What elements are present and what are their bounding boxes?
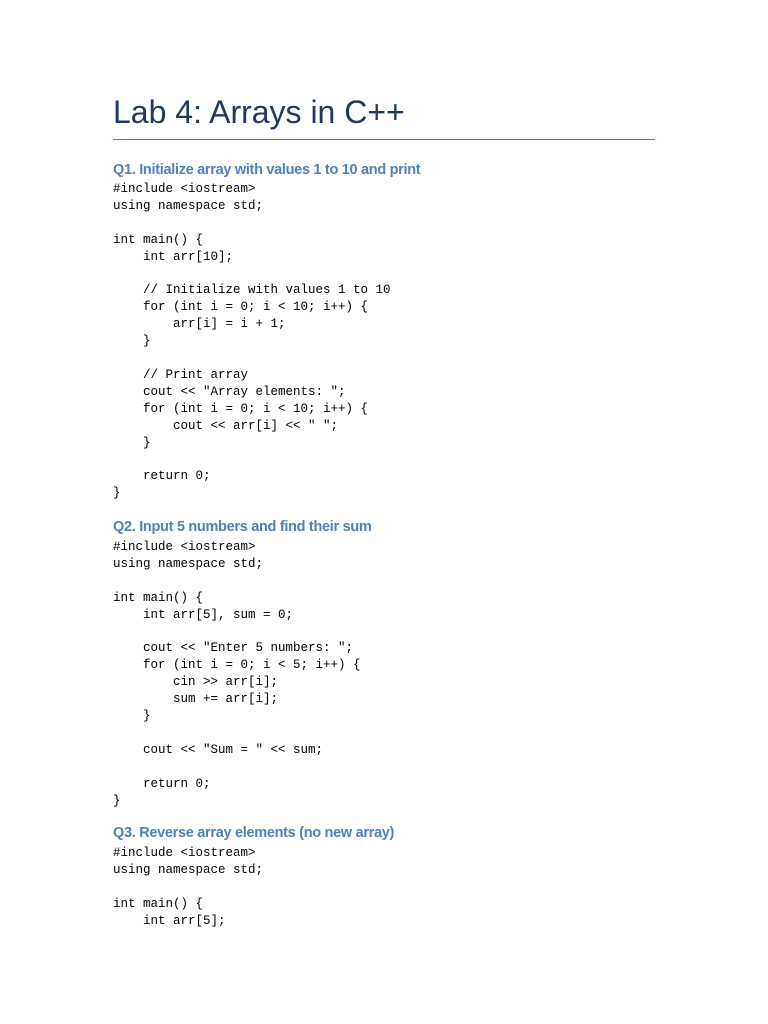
question-1-code-block: #include <iostream> using namespace std; int main() { int arr[10]; // Initialize with values 1 to 10 for (int i = 0; i < 10; i++) { arr[i] = i + 1; } // Print array cout << "Array elements: "; for (int i = 0; i < 10; i++) { cout << arr[i] << " "; } return 0; } xyxy=(113,182,391,501)
question-2-heading: Q2. Input 5 numbers and find their sum xyxy=(113,519,372,535)
page-title: Lab 4: Arrays in C++ xyxy=(113,94,405,130)
question-3-heading: Q3. Reverse array elements (no new array) xyxy=(113,825,395,841)
question-1-heading: Q1. Initialize array with values 1 to 10 and print xyxy=(113,162,421,178)
question-2-code-block: #include <iostream> using namespace std; int main() { int arr[5], sum = 0; cout << "Enter 5 numbers: "; for (int i = 0; i < 5; i++) { cin >> arr[i]; sum += arr[i]; } cout << "Sum = " << sum; return 0; } xyxy=(113,540,361,808)
title-divider xyxy=(113,139,655,140)
question-3-code-block: #include <iostream> using namespace std; int main() { int arr[5]; xyxy=(113,846,264,928)
